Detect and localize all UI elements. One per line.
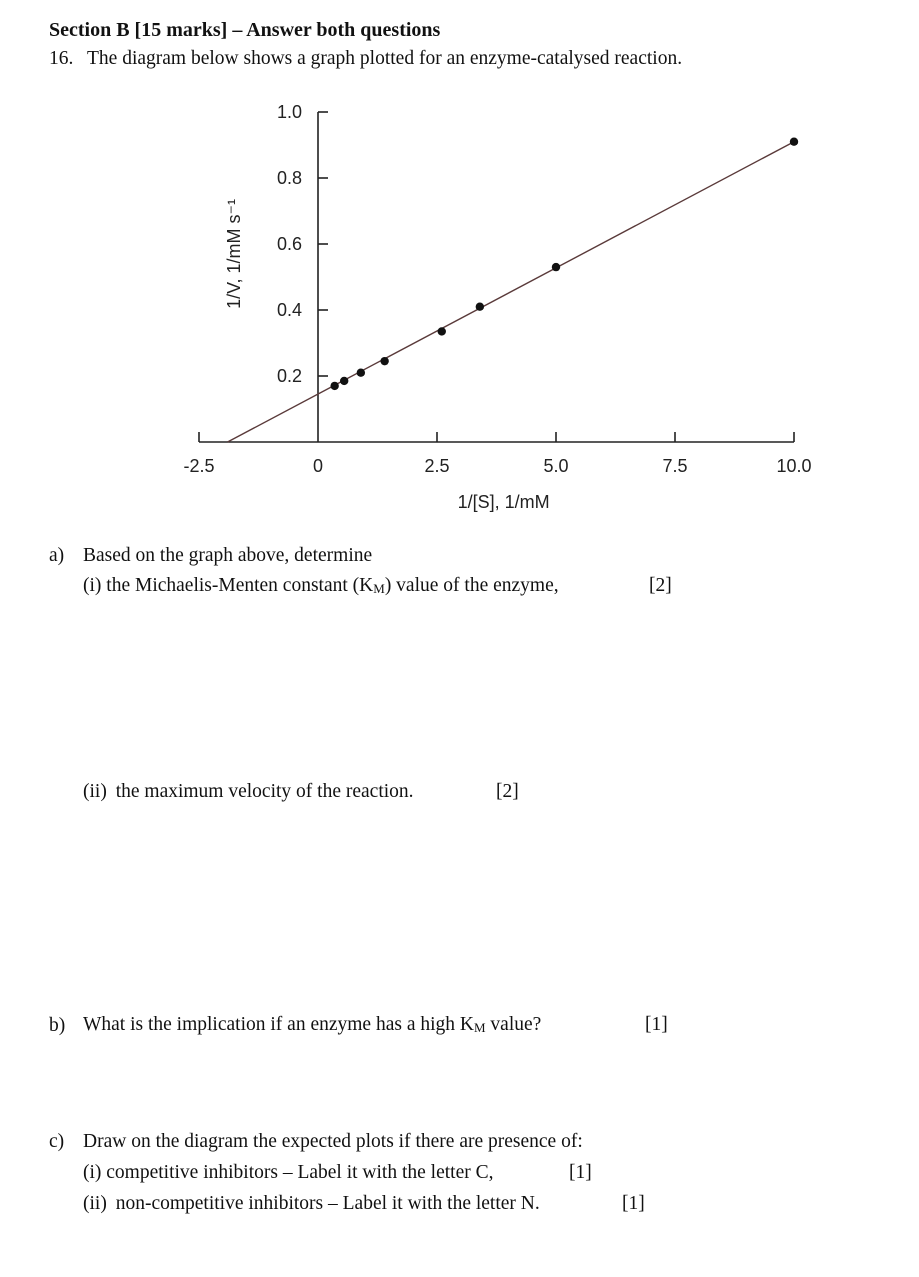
y-tick-label: 0.2	[276, 366, 302, 386]
part-b-suffix: value?	[485, 1014, 542, 1035]
chart-ticks	[199, 112, 794, 442]
chart-labels	[183, 102, 811, 512]
part-a-letter: a)	[49, 545, 65, 566]
x-tick-label: 7.5	[662, 456, 688, 476]
y-tick-label: 0.8	[276, 168, 302, 188]
part-a-i-suffix: ) value of the enzyme,	[384, 575, 559, 596]
x-tick-label: -2.5	[183, 456, 215, 476]
part-c-ii-label: (ii)	[83, 1193, 107, 1214]
question-16	[49, 48, 682, 70]
data-point	[790, 138, 798, 146]
data-point	[330, 382, 338, 390]
part-a-i-marks: [2]	[649, 575, 672, 596]
part-c-i: (i) competitive inhibitors – Label it with the letter C,	[83, 1162, 494, 1183]
part-a-text: Based on the graph above, determine	[83, 545, 373, 566]
part-a-ii	[83, 781, 414, 803]
fit-line	[228, 142, 794, 442]
part-b-letter: b)	[49, 1015, 66, 1036]
y-axis-label: 1/V, 1/mM s⁻¹	[224, 198, 244, 309]
chart-axes	[199, 112, 794, 442]
part-c-i-marks: [1]	[569, 1162, 592, 1183]
data-point	[438, 327, 446, 335]
chart-fit-line-group	[228, 142, 794, 442]
data-point	[476, 303, 484, 311]
question-number: 16.	[49, 48, 74, 69]
x-tick-label: 0	[312, 456, 324, 476]
data-point	[380, 357, 388, 365]
part-a-i-sub: M	[373, 581, 385, 596]
data-point	[552, 263, 560, 271]
x-axis-label: 1/[S], 1/mM	[457, 492, 550, 512]
question-stem: The diagram below shows a graph plotted for an enzyme-catalysed reaction.	[87, 48, 683, 69]
part-a-i	[83, 575, 559, 597]
part-a-ii-marks: [2]	[496, 781, 519, 802]
part-a-ii-label: (ii)	[83, 781, 107, 802]
part-c-letter: c)	[49, 1131, 65, 1152]
part-c-ii	[83, 1193, 540, 1215]
part-c-ii-text: non-competitive inhibitors – Label it with the letter N.	[115, 1193, 540, 1214]
part-a-i-prefix: (i) the Michaelis-Menten constant (K	[83, 575, 374, 596]
part-a-ii-text: the maximum velocity of the reaction.	[115, 781, 414, 802]
data-point	[340, 377, 348, 385]
part-c-ii-marks: [1]	[622, 1193, 645, 1214]
x-tick-label: 5.0	[543, 456, 569, 476]
x-tick-label: 10.0	[776, 456, 812, 476]
part-a	[49, 545, 64, 567]
part-b-sub: M	[473, 1020, 486, 1035]
lineweaver-burk-chart	[150, 90, 830, 520]
y-tick-label: 0.6	[276, 234, 302, 254]
section-heading: Section B [15 marks] – Answer both questions	[49, 19, 441, 41]
data-point	[357, 369, 365, 377]
part-b-marks: [1]	[645, 1014, 668, 1035]
y-tick-label: 1.0	[276, 102, 302, 122]
y-tick-label: 0.4	[276, 300, 302, 320]
part-b-text	[83, 1014, 541, 1036]
x-tick-label: 2.5	[424, 456, 450, 476]
part-b-prefix: What is the implication if an enzyme has a high K	[83, 1014, 474, 1035]
part-c-text: Draw on the diagram the expected plots if there are presence of:	[83, 1131, 583, 1152]
